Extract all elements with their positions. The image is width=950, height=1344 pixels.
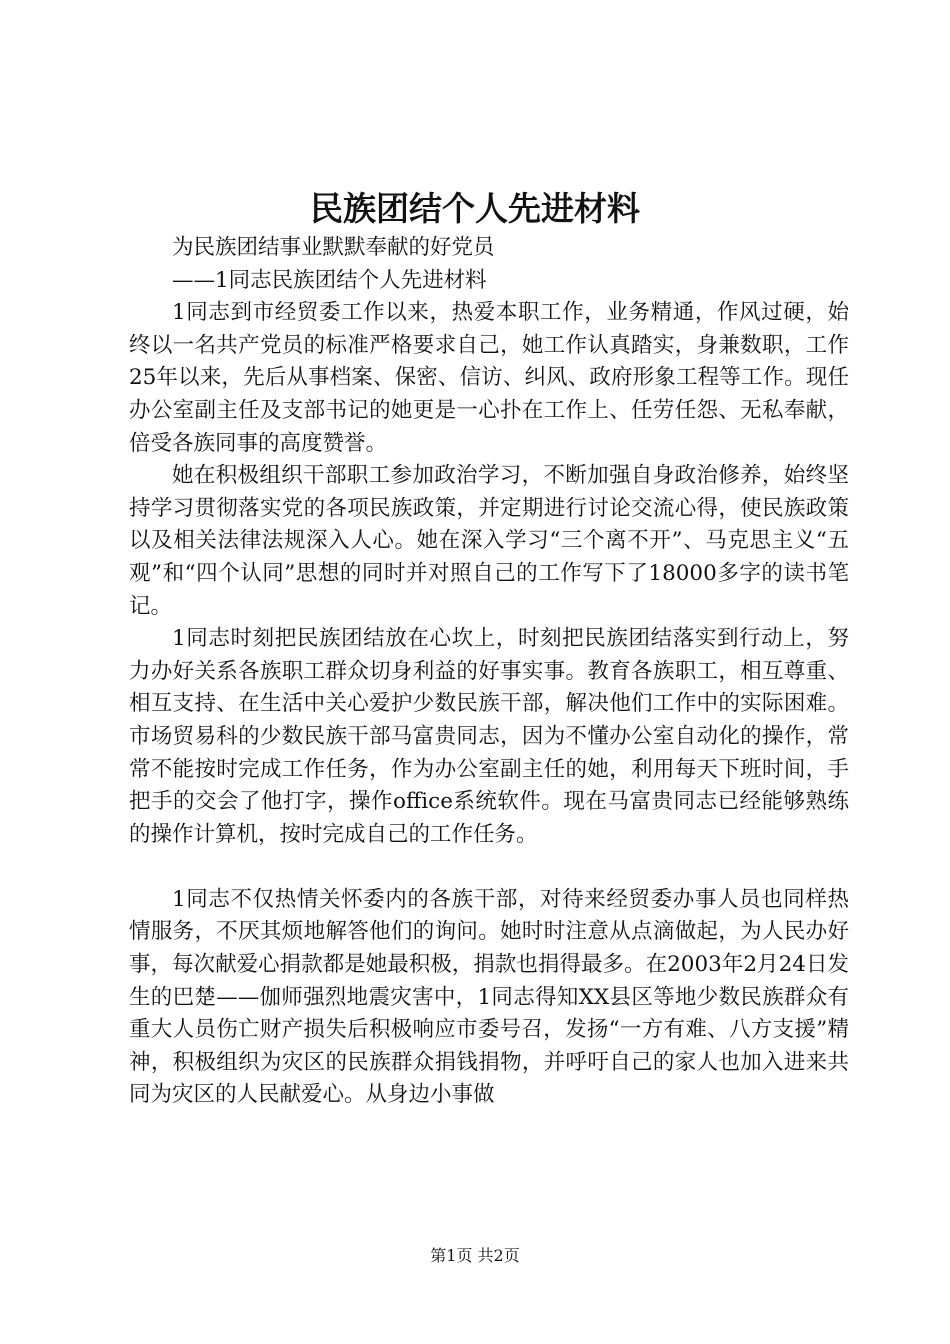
document-title: 民族团结个人先进材料	[310, 189, 640, 228]
subtitle: 为民族团结事业默默奉献的好党员	[172, 235, 495, 260]
subtitle-secondary: ——1同志民族团结个人先进材料	[172, 267, 487, 293]
page-footer: 第1页 共2页	[430, 1246, 520, 1265]
paragraph-3: 1同志时刻把民族团结放在心坎上，时刻把民族团结落实到行动上，努力办好关系各族职工群众切身利益的好事实事。教育各族职工，相互尊重、相互支持、在生活中关心爱护少数民族干部，解决他们工作中的实际困难。市场贸易科的少数民族干部马富贵同志，因为不懂办公室自动化的操作，常常不能按时完成工作任务，作为办公室副主任的她，利用每天下班时间，手把手的交会了他打字，操作office系统软件。现在马富贵同志已经能够熟练的操作计算机，按时完成自己的工作任务。	[129, 626, 849, 847]
document-body	[129, 232, 849, 1112]
paragraph-1: 1同志到市经贸委工作以来，热爱本职工作，业务精通，作风过硬，始终以一名共产党员的标准严格要求自己，她工作认真踏实，身兼数职，工作25年以来，先后从事档案、保密、信访、纠风、政府形象工程等工作。现任办公室副主任及支部书记的她更是一心扑在工作上、任劳任怨、无私奉献，倍受各族同事的高度赞誉。	[129, 300, 849, 456]
paragraph-2: 她在积极组织干部职工参加政治学习，不断加强自身政治修养，始终坚持学习贯彻落实党的各项民族政策，并定期进行讨论交流心得，使民族政策以及相关法律法规深入人心。她在深入学习“三个离不开”、马克思主义“五观”和“四个认同”思想的同时并对照自己的工作写下了18000多字的读书笔记。	[129, 463, 849, 619]
paragraph-4: 1同志不仅热情关怀委内的各族干部，对待来经贸委办事人员也同样热情服务，不厌其烦地解答他们的询问。她时时注意从点滴做起，为人民办好事，每次献爱心捐款都是她最积极，捐款也捐得最多。在2003年2月24日发生的巴楚——伽师强烈地震灾害中，1同志得知XX县区等地少数民族群众有重大人员伤亡财产损失后积极响应市委号召，发扬“一方有难、八方支援”精神，积极组织为灾区的民族群众捐钱捐物，并呼吁自己的家人也加入进来共同为灾区的人民献爱心。从身边小事做	[129, 886, 849, 1108]
